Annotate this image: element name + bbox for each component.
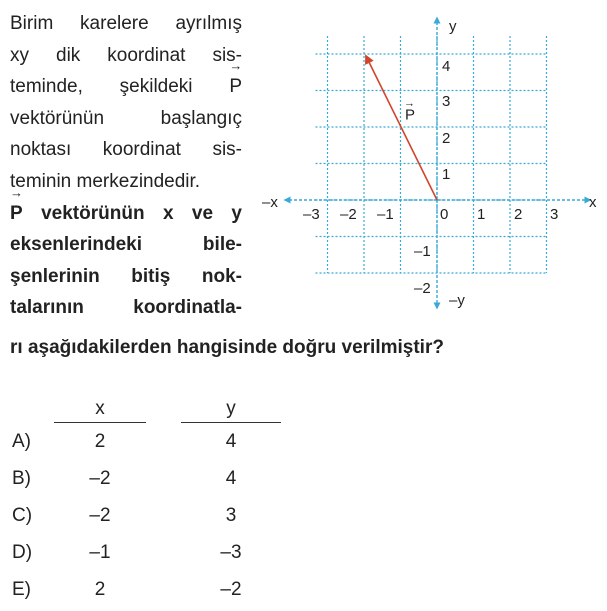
y-tick-label: 4 [442, 58, 451, 75]
y-tick-label: –2 [414, 280, 431, 297]
vector-p-symbol: → P [229, 71, 242, 103]
question-last-line: rı aşağıdakilerden hangisinde doğru verilmiştir? [10, 337, 444, 358]
option-letter: E) [12, 579, 31, 600]
answer-option-e[interactable] [0, 579, 300, 603]
header-rule-x [54, 422, 146, 423]
question-line: xy dik koordinat sis- [10, 44, 242, 66]
option-y-value: –3 [220, 542, 242, 563]
question-bold-line: eksenlerindeki bile- [10, 234, 242, 256]
vector-p-symbol: → P [10, 198, 23, 230]
answer-option-d[interactable] [0, 542, 300, 566]
grid-lines [316, 36, 547, 273]
axis-label-x: x [589, 194, 597, 211]
axis-label-neg-x: –x [262, 194, 278, 211]
option-x-value: –2 [89, 505, 111, 526]
x-tick-label: 3 [550, 206, 559, 223]
option-x-value: –2 [89, 468, 111, 489]
y-tick-label: 2 [442, 130, 451, 147]
option-letter: B) [12, 468, 31, 489]
header-y: y [226, 398, 236, 419]
option-y-value: 4 [225, 468, 237, 489]
question-line: noktası koordinat sis- [10, 139, 242, 161]
answer-option-b[interactable] [0, 468, 300, 492]
option-y-value: 3 [225, 505, 237, 526]
answer-option-a[interactable] [0, 431, 300, 455]
axis-label-neg-y: –y [449, 292, 465, 309]
x-tick-label: 1 [477, 206, 486, 223]
option-x-value: 2 [94, 431, 106, 452]
question-line: Birim karelere ayrılmış [10, 13, 242, 34]
vector-p-label-arrow: → [404, 97, 415, 110]
header-rule-y [181, 422, 281, 423]
question-line: vektörünün başlangıç [10, 107, 242, 129]
option-letter: D) [12, 542, 33, 563]
question-line-part: teminde, şekildeki [10, 76, 193, 98]
vector-p-arrow [366, 56, 437, 200]
y-tick-label: 1 [442, 166, 451, 183]
y-tick-label: 3 [442, 93, 451, 110]
option-y-value: 4 [225, 431, 237, 452]
question-bold-part: vektörünün x ve y [41, 202, 243, 224]
header-x: x [95, 398, 105, 419]
question-line: teminin merkezindedir. [10, 170, 201, 192]
option-y-value: –2 [220, 579, 242, 600]
option-letter: A) [12, 431, 31, 452]
option-x-value: 2 [94, 579, 106, 600]
answer-header [0, 398, 607, 422]
y-tick-label: –1 [414, 243, 431, 260]
x-tick-label: –1 [377, 206, 394, 223]
vector-p-label: P [405, 106, 416, 124]
question-bold-line: şenlerinin bitiş nok- [10, 265, 242, 287]
option-x-value: –1 [89, 542, 111, 563]
x-tick-label: 2 [514, 206, 523, 223]
question-bold-line: talarının koordinatla- [10, 297, 242, 319]
option-letter: C) [12, 505, 33, 526]
axis-label-y: y [449, 18, 457, 35]
x-tick-label: –3 [303, 206, 320, 223]
x-tick-label: –2 [340, 206, 357, 223]
origin-label: 0 [440, 206, 449, 223]
answer-option-c[interactable] [0, 505, 300, 529]
